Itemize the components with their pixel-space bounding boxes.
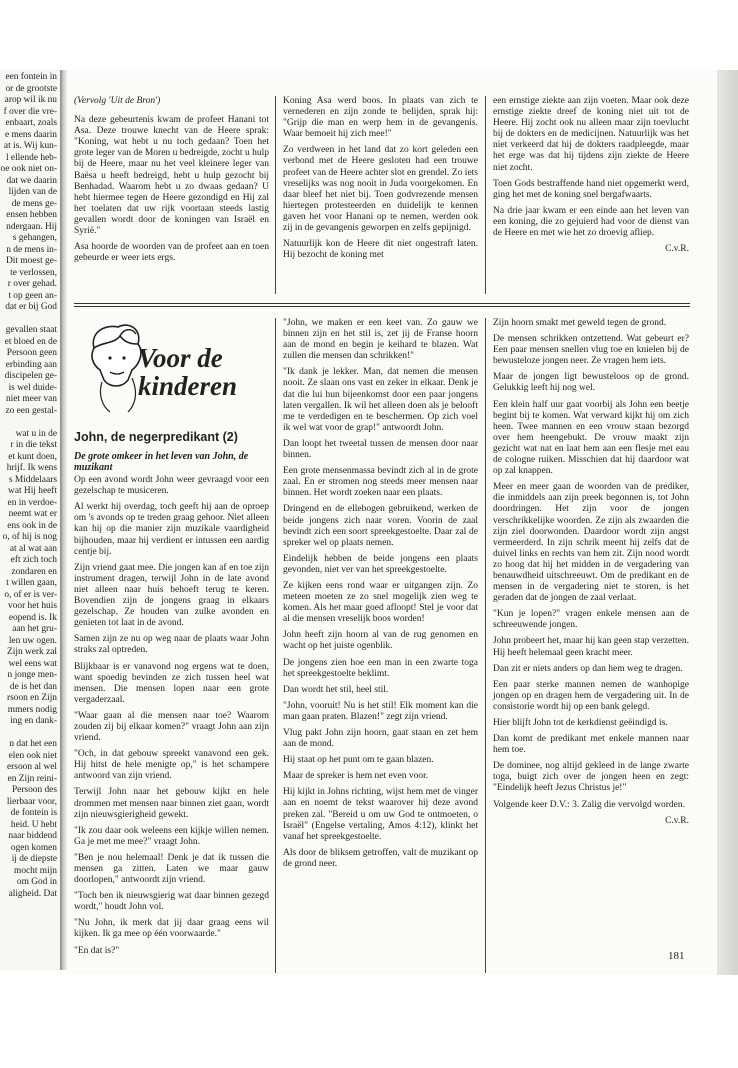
bottom-column-2 [283,318,478,875]
bottom-col3-body [493,318,689,811]
previous-page-text-line: en Zijn reini- [7,773,57,784]
paragraph: Hij staat op het punt om te gaan blazen. [283,755,434,766]
paragraph: John heeft zijn hoorn al van de rug genomen en wacht op het juiste ogenblik. [283,630,478,652]
section-rule [74,303,690,304]
previous-page-text-line: ogen komen [10,842,57,853]
paragraph: Dan zit er niets anders op dan hem weg te dragen. [493,663,683,674]
previous-page-text-line: neemt wat er [8,509,57,519]
paragraph: een ernstige ziekte aan zijn voeten. Maar ook deze ernstige ziekte dreef de koning niet uit tot de Heere. Hij zocht ook nu alleen maar zijn toevlucht bij de dokters en de medicijnen. Natuurlijk was het niet verkeerd dat hij de dokters raadpleegde, maar het erge was dat hij tijdens zijn ziekte de Heere niet zocht. [493,96,689,173]
previous-page-text-line: et kunt doen, [8,451,57,462]
paragraph: Zijn hoorn smakt met geweld tegen de grond. [493,318,667,328]
previous-page-text-line: f over die vre- [3,106,57,117]
paragraph: "En dat is?" [74,945,120,956]
previous-page-text-line: r over gehad. [7,279,57,289]
page-edge-shadow [717,70,738,975]
previous-page-text-line: o, of hij is nog [2,532,57,542]
paragraph: "John, vooruit! Nu is het stil! Elk moment kan die man gaan praten. Blazen!" zegt zijn vriend. [283,700,478,722]
paragraph: "Ik dank je lekker. Man, dat nemen die mensen nooit. Ze slaan ons vast en zeker in elkaar. Denk je dat die lui hun bijeenkomst door een paar jongens laten vergallen. Ik wil het alleen doen als je belooft me te verdedigen en te beschermen. Op zich voel ik wel wat voor de grap!" antwoordt John. [283,367,478,433]
previous-page-text-line: n jonge men- [7,670,57,680]
previous-page-text-line: dat er bij God [5,302,57,312]
previous-page-text-line: ij de diepste [11,854,57,864]
previous-page-text-line: oe ook niet on- [0,164,57,174]
previous-page-text-line: aan het gru- [12,624,57,634]
previous-page-text-line: en in verdoe- [7,497,57,508]
paragraph: Dan wordt het stil, heel stil. [283,684,389,695]
paragraph: Een grote mensenmassa bevindt zich al in de grote zaal. En er stromen nog steeds meer mensen naar binnen. Het wordt zoeken naar een plaats. [283,466,478,499]
bottom-column-3 [493,318,689,832]
previous-page-text-line: lierbaar voor, [6,796,57,807]
paragraph: Samen zijn ze nu op weg naar de plaats waar John straks zal optreden. [74,634,269,656]
bottom-column-1 [74,432,269,962]
previous-page-text-line: ens ook in de [7,520,57,531]
previous-page-text-line: om God in [16,877,57,887]
article-title: John, de negerpredikant (2) [74,430,238,444]
paragraph: "John, we maken er een keet van. Zo gauw we binnen zijn en het stil is, zet jij de Franse hoorn aan de mond en begin je keihard te blazen. Wat zullen die mensen dan schrikken!" [283,318,478,362]
paragraph: Op een avond wordt John weer gevraagd voor een gezelschap te musiceren. [74,475,269,497]
paragraph: De dominee, nog altijd gekleed in de lange zwarte toga, buigt zich over de jongen heen en zegt: "Eindelijk heeft Jezus Christus je!" [493,761,689,794]
previous-page-strip [0,70,61,970]
previous-page-text-line: et bloed en de [4,336,57,347]
previous-page-text-line: niet meer van [5,394,57,404]
previous-page-text-line: enbaart, zoals [5,118,57,128]
previous-page-text-line: eopend is. Ik [8,612,57,623]
top-column-1 [74,96,269,269]
voor-de-kinderen-logo [80,318,272,418]
paragraph: Toen Gods bestraffende hand niet opgemerkt werd, ging het met de koning snel bergafwaarts. [493,178,689,200]
paragraph: Ze kijken eens rond waar er uitgangen zijn. Zo meteen moeten ze zo snel mogelijk zien weg te komen. Als het maar goed afloopt! Stel je voor dat al die mensen vreselijk boos worden! [283,580,478,625]
previous-page-text-line: or de grootste [5,83,57,94]
previous-page-text-line: ing en dank- [10,716,57,726]
bottom-signature: C.v.R. [665,815,689,826]
paragraph: Volgende keer D.V.: 3. Zalig die vervolgd worden. [493,799,685,810]
previous-page-text-line: aligheid. Dat [8,888,57,899]
column-divider [485,96,486,294]
paragraph: Eindelijk hebben de beide jongens een plaats gevonden, niet ver van het spreekgestoelte. [283,553,478,575]
previous-page-text-line: mocht mijn [14,865,57,876]
previous-page-text-line: is wel duide- [8,382,57,393]
previous-page-text-line: lijden van de [8,187,57,197]
paragraph: Dan komt de predikant met enkele mannen naar hem toe. [493,734,689,756]
paragraph: Een paar sterke mannen nemen de wanhopige jongen op en dragen hem de vergadering uit. In de consistorie wordt hij op een bank gelegd. [493,679,689,712]
previous-page-text-line: wat Hij heeft [8,486,57,496]
paragraph: "Kun je lopen?" vragen enkele mensen aan de schreeuwende jongen. [493,609,689,631]
previous-page-text-line: o, of er is ver- [4,589,57,600]
top-column-3 [493,96,689,260]
paragraph: "Waar gaan al die mensen naar toe? Waarom zouden zij bij elkaar komen?" vraagt John aan zijn vriend. [74,710,269,744]
paragraph: Dan loopt het tweetal tussen de mensen door naar binnen. [283,438,478,461]
previous-page-text-line: l ellende heb- [5,152,57,163]
top-column-2 [283,96,478,266]
page-number: 181 [668,950,685,962]
book-gutter [60,70,67,970]
previous-page-text-line: zo een gestal- [5,405,57,416]
paragraph: Hij kijkt in Johns richting, wijst hem met de vinger aan en noemt de tekst waarover hij deze avond preken zal. "Bereid u om uw God te ontmoeten, o Israël" (Engelse vertaling, Amos 4:12), klinkt het vanaf het spreekgestoelte. [283,787,478,842]
previous-page-text-line: n dat het een [9,739,57,749]
logo-lettering: Voor de kinderen [138,343,238,401]
previous-page-text-line: hrijf. Ik wens [6,463,57,473]
column-divider [275,318,276,973]
top-signature: C.v.R. [665,244,689,255]
previous-page-text-line: erbinding aan [5,359,57,370]
paragraph: Vlug pakt John zijn hoorn, gaat staan en zet hem aan de mond. [283,728,478,750]
paragraph: Zo verdween in het land dat zo kort geleden een verbond met de Heere gesloten had een trouwe profeet van de Heere achter slot en grendel. Zo iets vreselijks was nog nooit in Juda voorgekomen. En daar bleef het niet bij. Toen godvrezende mensen hiertegen protesteerden en duidelijk te kennen gaven het voor Hanani op te nemen, werden ook zij in de gevangenis geworpen en zelfs gepijnigd. [283,145,478,234]
paragraph: Maar de jongen ligt bewusteloos op de grond. Gelukkig leeft hij nog wel. [493,372,689,394]
paragraph: Als door de bliksem getroffen, valt de muzikant op de grond neer. [283,847,478,869]
paragraph: De jongens zien hoe een man in een zwarte toga het spreekgestoelte beklimt. [283,657,478,679]
paragraph: Meer en meer gaan de woorden van de prediker, die inmiddels aan zijn preek begonnen is, tot John doordringen. Het zijn voor de jongen verschrikkelijke woorden. Ze zijn als zwaarden die zijn ziel doorwonden. Daardoor wordt zijn angst vermeerderd. In zijn schrik meent hij zelfs dat de duivel links en rechts van hem zit. Zijn nood wordt zo hoog dat hij het midden in de vergadering van benauwdheid uitschreeuwt. Om de predikant en de mensen in de vergadering niet te storen, is het geraden dat de jongen de zaal verlaat. [493,482,689,604]
paragraph: Hier blijft John tot de kerkdienst geëindigd is. [493,718,668,728]
paragraph: De mensen schrikken ontzettend. Wat gebeurt er? Een paar mensen snellen vlug toe en knielen bij de bewusteloze jongen neer. Ze vragen hem iets. [493,334,689,367]
previous-page-text-line: Zijn werk zal [7,647,57,657]
previous-page-text-line: dat we daarin [6,175,57,186]
paragraph: Maar de spreker is hem net even voor. [283,771,429,782]
bottom-col1-body [74,475,269,957]
previous-page-text-line: gevallen staat [5,325,57,335]
previous-page-text-line: e mens daarin [4,129,57,140]
previous-page-text-line: arop wil ik nu [4,95,57,105]
previous-page-text-line [0,314,60,326]
paragraph: Na drie jaar kwam er een einde aan het leven van een koning, die zo gejuierd had voor de dienst van de Heere en met wie het zo droevig afliep. [493,205,689,239]
paragraph: John probeert het, maar hij kan geen stap verzetten. Hij heeft helemaal geen kracht meer. [493,636,689,658]
previous-page-text-line: rsoon en Zijn [7,693,57,703]
previous-page-text-line: heid. U hebt [10,819,57,830]
previous-page-text-line: t willen gaan, [6,578,57,588]
previous-page-text-line: elen ook niet [8,750,57,761]
previous-page-text-line: r in die tekst [10,440,57,450]
paragraph: "Toch ben ik nieuwsgierig wat daar binnen gezegd wordt," houdt John vol. [74,891,269,913]
article-subtitle: De grote omkeer in het leven van John, de muzikant [74,451,249,474]
previous-page-text-line: Persoon des [11,785,57,795]
column-divider [275,96,276,294]
paragraph: Een klein half uur gaat voorbij als John een beetje begint bij te komen. Wat verward kijkt hij om zich heen. Twee mannen en een vrouw staan bezorgd over hem heengebukt. De vrouw maakt zijn gezicht wat nat en laat hem aan een flesje met eau de cologne ruiken. Misschien dat hij daardoor wat op zal knappen. [493,399,689,477]
continuation-label: (Vervolg 'Uit de Bron') [74,96,161,106]
paragraph: Dringend en de ellebogen gebruikend, werken de beide jongens zich naar voren. Voorin de zaal bevindt zich een soort spreekgestoelte. Daar zal de spreker wel op plaats nemen. [283,504,478,548]
column-divider [485,318,486,973]
previous-page-text-line: ersoon al wel [7,762,57,772]
paragraph: "Nu John, ik merk dat jij daar graag eens wil kijken. Ik ga mee op één voorwaarde." [74,918,269,940]
paragraph: Zijn vriend gaat mee. Die jongen kan af en toe zijn instrument dragen, terwijl John in de late avond niet alleen naar huis behoeft terug te keren. Bovendien zijn de jongens graag in elkaars gezelschap. Ze houden van zulke avonden en genieten tot laat in de avond. [74,562,269,629]
previous-page-text-line: discipelen ge- [4,371,57,381]
paragraph: "Ben je nou helemaal! Denk je dat ik tussen die mensen ga zitten. Laten we maar gauw doorlopen," antwoordt zijn vriend. [74,852,269,886]
paragraph: Blijkbaar is er vanavond nog ergens wat te doen, want spoedig bevinden ze zich tussen heel wat mensen. Die mensen lopen naar een grote vergaderzaal. [74,661,269,705]
paragraph: Asa hoorde de woorden van de profeet aan en toen gebeurde er weer iets ergs. [74,242,269,264]
top-col1-body [74,115,269,264]
previous-page-text-line: naar biddend [8,831,57,841]
previous-page-text-line: eft zich toch [10,555,57,565]
previous-page-text-line: Dit moest ge- [5,256,57,266]
section-rule [74,306,690,307]
top-col3-body [493,96,689,239]
previous-page-text-line: ndergaan. Hij [6,221,57,232]
previous-page-text-line: de fontein is [10,808,57,818]
previous-page-text-line: t op geen an- [8,290,57,301]
previous-page-text-line: mmers nodig [7,704,57,715]
paragraph: Natuurlijk kon de Heere dit niet ongestraft laten. Hij bezocht de koning met [283,239,478,261]
previous-page-text-line: voor het huis [8,601,57,611]
paragraph: Al werkt hij overdag, toch geeft hij aan de oproep om 's avonds op te treden graag gehoor. Niet alleen kan hij op die manier zijn muzikale vaardigheid bijhouden, maar hij verdient er intussen een aardig centje bij. [74,502,269,557]
paragraph: "Och, in dat gebouw spreekt vanavond een gek. Hij hitst de hele menigte op," is het schampere antwoord van zijn vriend. [74,749,269,782]
previous-page-text-line: len uw ogen. [8,635,57,646]
previous-page-text-line: ensen hebben [6,210,57,220]
paragraph: Koning Asa werd boos. In plaats van zich te vernederen en zijn zonde te belijden, sprak hij: "Grijp die man en werp hem in de gevangenis. Waar bemoeit hij zich mee!" [283,96,478,140]
previous-page-text-line: s Middelaars [8,474,57,485]
previous-page-text-line: at al wat aan [9,543,57,554]
previous-page-text-line: n de mens in- [6,244,57,255]
previous-page-text-line: wel eens wat [8,658,57,669]
previous-page-text-line [0,417,60,429]
previous-page-text-line: de is het dan [9,681,57,692]
previous-page-text-line: s gehangen, [12,233,57,243]
previous-page-text-line [0,728,60,740]
paragraph: "Ik zou daar ook weleens een kijkje willen nemen. Ga je met me mee?" vraagt John. [74,825,269,847]
previous-page-text-line: een fontein in [5,72,57,82]
previous-page-text-line: at is. Wij kun- [3,141,57,151]
previous-page-text-line: te verlossen, [10,267,57,278]
previous-page-text-line: Persoon geen [6,348,57,358]
previous-page-text-line: zondaren en [11,566,57,577]
previous-page-text-line: wat u in de [15,428,57,439]
paragraph: Na deze gebeurtenis kwam de profeet Hanani tot Asa. Deze trouwe knecht van de Heere sprak: "Koning, wat hebt u nu toch gedaan? Toen het grote leger van de Moren u bedreigde, zocht u hulp bij de Heere, maar nu het veel kleinere leger van Baësa u heeft bedreigd, hebt u hulp gezocht bij Benhadad. Waarom hebt u zo dwaas gedaan? U hebt hiermee tegen de Heere gezondigd en Hij zal het toelaten dat uw rijk voortaan steeds lastig gevallen wordt door de koningen van Israël en Syrië." [74,115,269,237]
previous-page-text-line: de mens ge- [11,198,57,209]
paragraph: Terwijl John naar het gebouw kijkt en hele drommen met mensen naar binnen ziet gaan, wordt zijn nieuwsgierigheid gewekt. [74,787,269,820]
